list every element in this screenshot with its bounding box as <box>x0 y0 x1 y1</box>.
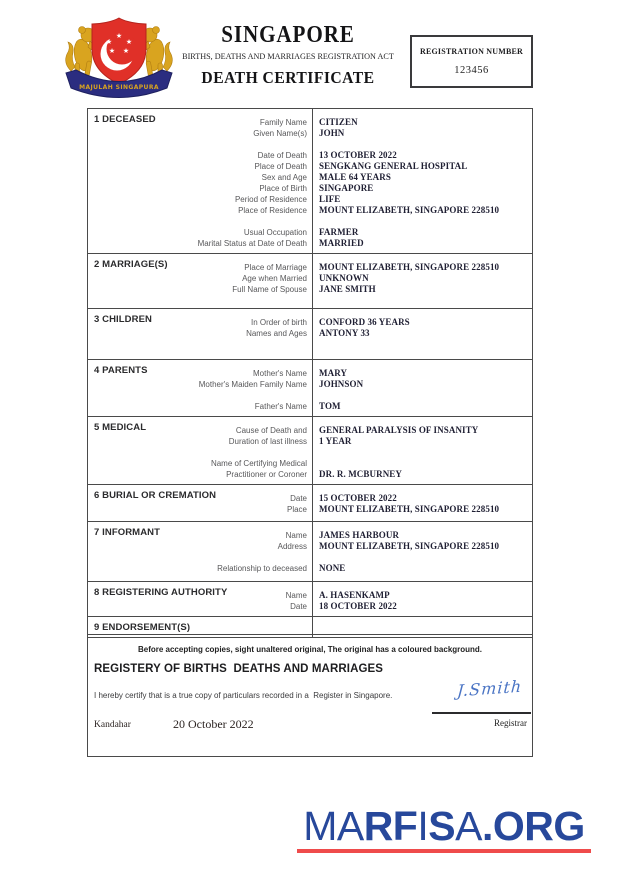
certificate-section <box>88 253 532 308</box>
marfisa-logo-segment: S <box>428 803 456 849</box>
field-label: Date <box>290 602 307 611</box>
certificate-header <box>168 22 408 88</box>
field-value: 13 OCTOBER 2022 <box>319 150 397 160</box>
registrar-label: Registrar <box>494 718 527 728</box>
field-value: UNKNOWN <box>319 273 369 283</box>
field-value-stack <box>312 254 532 308</box>
field-value: SENGKANG GENERAL HOSPITAL <box>319 161 468 171</box>
field-label: Place of Marriage <box>244 263 307 272</box>
field-value-stack <box>312 417 532 484</box>
field-value: SINGAPORE <box>319 183 374 193</box>
svg-text:★: ★ <box>125 38 133 46</box>
field-value <box>319 139 528 150</box>
field-value <box>319 552 528 563</box>
country-title: SINGAPORE <box>221 22 355 48</box>
field-value: MALE 64 YEARS <box>319 172 391 182</box>
svg-text:★: ★ <box>105 38 113 46</box>
field-value: NONE <box>319 563 346 573</box>
field-label <box>88 552 307 563</box>
marfisa-logo-segment: A <box>455 803 482 849</box>
field-label: Duration of last illness <box>228 437 307 446</box>
field-value <box>319 447 528 458</box>
field-value: DR. R. MCBURNEY <box>319 469 402 479</box>
certification-statement: I hereby certify that is a true copy of particulars recorded in a Register in Singapore. <box>94 691 393 700</box>
field-label: Name of Certifying Medical <box>210 459 307 468</box>
field-label: Place of Death <box>254 162 307 171</box>
field-value: LIFE <box>319 194 341 204</box>
certificate-section <box>88 484 532 521</box>
section-left-column <box>88 582 312 616</box>
field-label: In Order of birth <box>250 318 307 327</box>
field-label: Practitioner or Coroner <box>226 470 307 479</box>
field-value: MOUNT ELIZABETH, SINGAPORE 228510 <box>319 541 500 551</box>
lion-supporter-icon <box>66 27 95 77</box>
field-label: Mother's Name <box>253 369 307 378</box>
section-title: 2 MARRIAGE(S) <box>94 259 168 270</box>
field-value: JANE SMITH <box>319 284 376 294</box>
certificate-section <box>88 581 532 616</box>
field-label: Family Name <box>259 118 307 127</box>
field-label: Age when Married <box>242 274 307 283</box>
field-label: Date of Death <box>257 151 307 160</box>
section-left-column <box>88 360 312 416</box>
section-left-column <box>88 522 312 581</box>
field-label-stack <box>88 109 312 253</box>
field-value: MOUNT ELIZABETH, SINGAPORE 228510 <box>319 205 500 215</box>
field-value: MARY <box>319 368 348 378</box>
field-value: JOHNSON <box>319 379 364 389</box>
field-label: Marital Status at Date of Death <box>197 239 307 248</box>
field-label: Full Name of Spouse <box>232 285 307 294</box>
crest-motto-text: MAJULAH SINGAPURA <box>79 84 159 91</box>
field-label: Name <box>285 531 307 540</box>
copy-notice: Before accepting copies, sight unaltered original, The original has a coloured background. <box>137 645 483 654</box>
field-value: CITIZEN <box>319 117 358 127</box>
field-label: Place <box>286 505 307 514</box>
field-value: GENERAL PARALYSIS OF INSANITY <box>319 425 479 435</box>
field-value: JOHN <box>319 128 345 138</box>
certificate-footer-box <box>87 634 533 757</box>
marfisa-logo-segment: .ORG <box>481 803 585 849</box>
field-label: Usual Occupation <box>243 228 307 237</box>
issue-place: Kandahar <box>94 720 131 730</box>
field-value-stack <box>312 360 532 416</box>
field-value: TOM <box>319 401 341 411</box>
marfisa-logo-text <box>297 803 591 849</box>
field-value: MOUNT ELIZABETH, SINGAPORE 228510 <box>319 504 500 514</box>
section-left-column <box>88 417 312 484</box>
field-label: Mother's Maiden Family Name <box>198 380 307 389</box>
field-value: MARRIED <box>319 238 364 248</box>
section-title: 6 BURIAL OR CREMATION <box>94 490 217 501</box>
signature-line <box>432 712 531 714</box>
field-label: Address <box>277 542 307 551</box>
section-left-column <box>88 254 312 308</box>
section-left-column <box>88 109 312 253</box>
section-title: 1 DECEASED <box>94 114 156 125</box>
field-label: Sex and Age <box>261 173 307 182</box>
certificate-table <box>87 108 533 638</box>
field-value-stack <box>312 582 532 616</box>
field-label <box>88 139 307 150</box>
field-value-stack <box>312 485 532 521</box>
svg-text:★: ★ <box>122 47 130 55</box>
act-subtitle: BIRTHS, DEATHS AND MARRIAGES REGISTRATION ACT <box>182 51 394 61</box>
field-value <box>319 390 528 401</box>
field-value: ANTONY 33 <box>319 328 370 338</box>
field-value: MOUNT ELIZABETH, SINGAPORE 228510 <box>319 262 500 272</box>
field-label: Place of Residence <box>238 206 307 215</box>
shield-crescent-stars <box>92 18 146 84</box>
registry-heading: REGISTERY OF BIRTHS DEATHS AND MARRIAGES <box>94 663 384 675</box>
field-value-stack <box>312 522 532 581</box>
field-value: JAMES HARBOUR <box>319 530 400 540</box>
field-label: Given Name(s) <box>253 129 307 138</box>
field-value <box>319 216 528 227</box>
svg-text:★: ★ <box>115 32 123 40</box>
field-value-stack <box>312 309 532 359</box>
field-value: CONFORD 36 YEARS <box>319 317 410 327</box>
field-label <box>88 216 307 227</box>
certificate-section <box>88 308 532 359</box>
singapore-coat-of-arms <box>60 11 178 109</box>
field-value-stack <box>312 109 532 253</box>
registration-number-box <box>410 35 533 88</box>
marfisa-logo-segment: MA <box>303 803 364 849</box>
field-value <box>319 458 528 469</box>
certificate-section <box>88 359 532 416</box>
field-label: Date <box>290 494 307 503</box>
svg-text:★: ★ <box>108 47 116 55</box>
section-title: 9 ENDORSEMENT(S) <box>94 622 191 633</box>
issue-date: 20 October 2022 <box>173 717 254 731</box>
registration-number-value: 123456 <box>454 65 489 76</box>
section-title: 4 PARENTS <box>94 365 148 376</box>
field-label: Period of Residence <box>234 195 307 204</box>
field-value: 1 YEAR <box>319 436 352 446</box>
field-value: FARMER <box>319 227 359 237</box>
marfisa-logo-underline <box>297 849 591 853</box>
section-title: 7 INFORMANT <box>94 527 161 538</box>
certificate-section <box>88 109 532 253</box>
marfisa-logo-segment: I <box>417 803 429 849</box>
section-title: 8 REGISTERING AUTHORITY <box>94 587 228 598</box>
field-label <box>88 447 307 458</box>
certificate-section <box>88 416 532 484</box>
section-title: 5 MEDICAL <box>94 422 147 433</box>
marfisa-logo-segment: RF <box>363 803 418 849</box>
section-left-column <box>88 309 312 359</box>
field-label: Name <box>285 591 307 600</box>
field-label: Relationship to deceased <box>217 564 307 573</box>
registration-number-label: REGISTRATION NUMBER <box>420 47 523 56</box>
registrar-signature: J.Smith <box>456 676 523 701</box>
field-value: A. HASENKAMP <box>319 590 390 600</box>
field-label <box>88 390 307 401</box>
section-title: 3 CHILDREN <box>94 314 153 325</box>
field-value: 18 OCTOBER 2022 <box>319 601 397 611</box>
certificate-section <box>88 521 532 581</box>
field-label: Place of Birth <box>259 184 307 193</box>
section-left-column <box>88 485 312 521</box>
field-label: Father's Name <box>254 402 307 411</box>
field-label: Names and Ages <box>246 329 307 338</box>
field-label: Cause of Death and <box>235 426 307 435</box>
field-value: 15 OCTOBER 2022 <box>319 493 397 503</box>
certificate-type-title: DEATH CERTIFICATE <box>201 68 375 87</box>
marfisa-watermark <box>297 803 591 853</box>
